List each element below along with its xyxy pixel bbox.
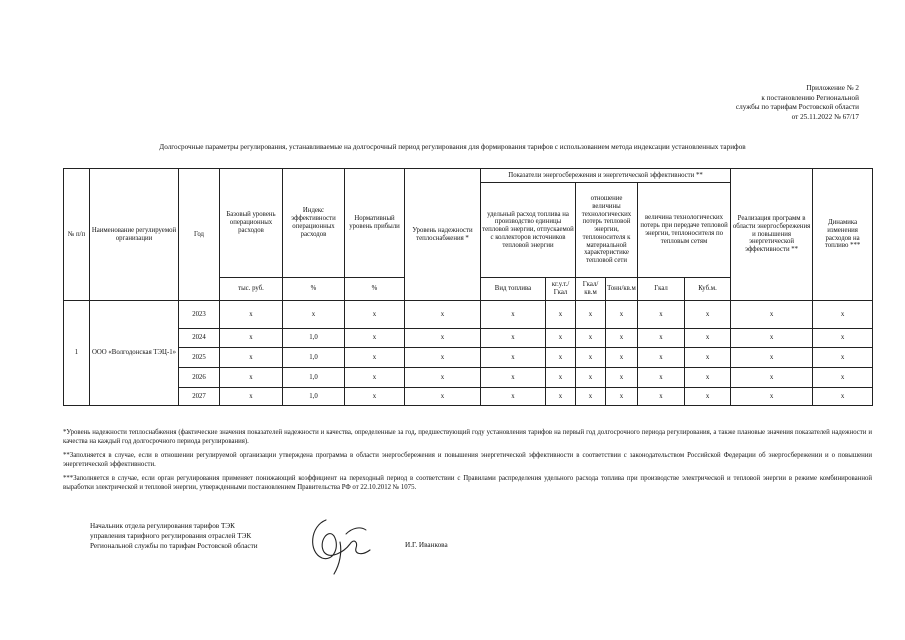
cell-gcal: х [638,388,685,406]
cell-index: 1,0 [283,329,345,348]
cell-fuel-type: х [481,301,546,329]
cell-fuel-type: х [481,368,546,388]
cell-index: 1,0 [283,348,345,368]
header-base-costs: Базовый уровень операционных расходов [220,169,283,278]
cell-heat-area: х [576,348,606,368]
unit-m3: Куб.м. [685,278,731,301]
document-title: Долгосрочные параметры регулирования, устанавливаемые на долгосрочный период регулирования для формирования тарифов с использованием метода индексации установленных тарифов [159,143,746,151]
cell-index: 1,0 [283,368,345,388]
header-fuel-dynamics: Динамика изменения расходов на топливо *** [813,169,873,301]
unit-fuel-norm: кг.у.т./Гкал [546,278,576,301]
unit-water-area: Тонн/кв.м [606,278,638,301]
signatory-line-3: Региональной службы по тарифам Ростовской области [90,542,258,550]
cell-gcal: х [638,301,685,329]
appendix-line-1: Приложение № 2 [806,84,859,92]
cell-m3: х [685,329,731,348]
cell-profit: х [345,348,405,368]
cell-base: х [220,301,283,329]
cell-water-area: х [606,388,638,406]
cell-index: х [283,301,345,329]
cell-heat-area: х [576,329,606,348]
cell-program: х [731,301,813,329]
header-reliability: Уровень надежности теплоснабжения * [405,169,481,301]
row-num: 1 [64,301,90,406]
table-row [64,388,873,406]
cell-year: 2027 [179,388,220,406]
cell-water-area: х [606,348,638,368]
cell-fuel-type: х [481,329,546,348]
header-energy-group: Показатели энергосбережения и энергетической эффективности ** [481,169,731,183]
cell-gcal: х [638,368,685,388]
cell-year: 2025 [179,348,220,368]
cell-heat-area: х [576,388,606,406]
cell-m3: х [685,368,731,388]
header-network-losses: величина технологических потерь при передаче тепловой энергии, теплоносителя по тепловым сетям [638,183,731,278]
cell-program: х [731,368,813,388]
appendix-line-4: от 25.11.2022 № 67/17 [791,112,859,121]
cell-profit: х [345,329,405,348]
cell-reliability: х [405,301,481,329]
cell-base: х [220,388,283,406]
cell-year: 2023 [179,301,220,329]
unit-index: % [283,278,345,301]
cell-reliability: х [405,368,481,388]
unit-heat-area: Гкал/кв.м [576,278,606,301]
table-row [64,348,873,368]
cell-m3: х [685,348,731,368]
cell-fuel-norm: х [546,329,576,348]
unit-profit: % [345,278,405,301]
signatory-name: И.Г. Иванкова [405,541,448,549]
cell-reliability: х [405,348,481,368]
cell-program: х [731,388,813,406]
cell-reliability: х [405,388,481,406]
cell-m3: х [685,301,731,329]
header-num: № п/п [64,169,90,301]
cell-program: х [731,348,813,368]
cell-gcal: х [638,348,685,368]
cell-dynamics: х [813,368,873,388]
unit-gcal: Гкал [638,278,685,301]
appendix-line-2: к постановлению Региональной [761,93,859,102]
cell-heat-area: х [576,301,606,329]
cell-reliability: х [405,329,481,348]
appendix-line-3: службы по тарифам Ростовской области [735,103,859,112]
handwritten-signature [300,512,378,578]
header-profit: Нормативный уровень прибыли [345,169,405,278]
cell-dynamics: х [813,348,873,368]
signatory-position [90,521,258,551]
cell-year: 2026 [179,368,220,388]
cell-profit: х [345,388,405,406]
unit-fuel-type: Вид топлива [481,278,546,301]
cell-gcal: х [638,329,685,348]
cell-profit: х [345,368,405,388]
cell-fuel-type: х [481,388,546,406]
cell-water-area: х [606,329,638,348]
header-fuel-consumption: удельный расход топлива на производство единицы тепловой энергии, отпускаемой с коллекторов источников тепловой энергии [481,183,576,278]
cell-dynamics: х [813,329,873,348]
organization-name: ООО «Волгодонская ТЭЦ-1» [90,301,179,406]
header-year: Год [179,169,220,301]
header-efficiency-index: Индекс эффективности операционных расходов [283,169,345,278]
appendix-note [619,84,859,122]
cell-water-area: х [606,368,638,388]
cell-base: х [220,329,283,348]
signatory-line-2: управления тарифного регулирования отраслей ТЭК [90,532,252,540]
cell-dynamics: х [813,388,873,406]
cell-profit: х [345,301,405,329]
header-org: Наименование регулируемой организации [90,169,179,301]
parameters-table [63,168,873,406]
cell-fuel-norm: х [546,388,576,406]
header-program: Реализация программ в области энергосбережения и повышения энергетической эффективности ** [731,169,813,301]
cell-fuel-norm: х [546,348,576,368]
cell-index: 1,0 [283,388,345,406]
cell-m3: х [685,388,731,406]
table-row [64,368,873,388]
footnote-reliability: *Уровень надежности теплоснабжения (фактические значения показателей надежности и качества, определенные за год, предшествующий году установления тарифов на первый год долгосрочного периода регулирования, а также плановые значения показателей надежности и качества на каждый год долгосрочного периода регулирования). [63,429,872,445]
table-row [64,301,873,329]
footnotes [63,428,872,497]
cell-water-area: х [606,301,638,329]
footnote-fuel-coefficient: ***Заполняется в случае, если орган регулирования применяет понижающий коэффициент на переходный период в соответствии с Правилами распределения удельного расхода топлива при производстве электрической и тепловой энергии в режиме комбинированной выработки электрической и тепловой энергии, утвержденными постановлением Правительства РФ от 22.10.2012 № 1075. [63,475,872,491]
header-carrier-losses: отношение величины технологических потерь тепловой энергии, теплоносителя к материальной характеристике тепловой сети [576,183,638,278]
cell-year: 2024 [179,329,220,348]
cell-fuel-norm: х [546,368,576,388]
cell-base: х [220,348,283,368]
cell-program: х [731,329,813,348]
cell-dynamics: х [813,301,873,329]
table-row [64,329,873,348]
cell-fuel-norm: х [546,301,576,329]
signatory-line-1: Начальник отдела регулирования тарифов ТЭК [90,522,235,530]
unit-base: тыс. руб. [220,278,283,301]
cell-base: х [220,368,283,388]
cell-heat-area: х [576,368,606,388]
cell-fuel-type: х [481,348,546,368]
footnote-energy-program: **Заполняется в случае, если в отношении регулируемой организации утверждена программа в области энергосбережения и повышения энергетической эффективности в соответствии с законодательством Российской Федерации об энергосбережении и о повышении энергетической эффективности. [63,452,872,468]
